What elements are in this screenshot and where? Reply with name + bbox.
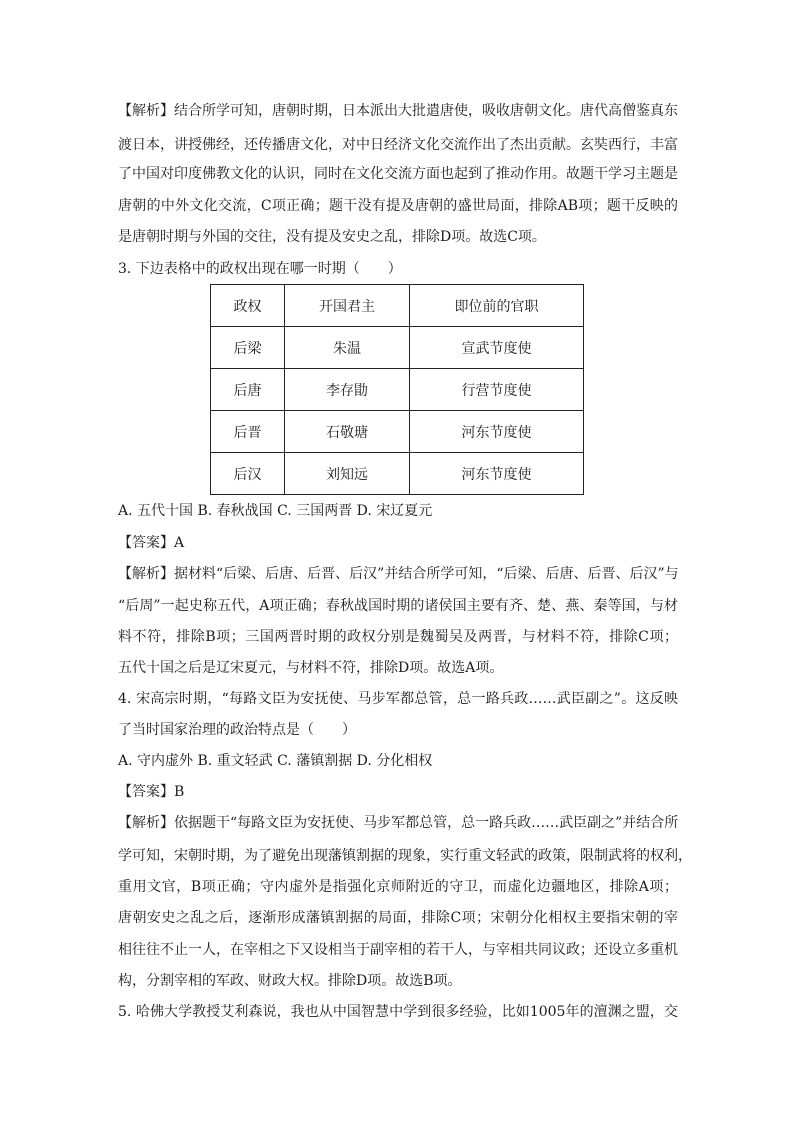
table-header-cell: 即位前的官职 xyxy=(410,285,584,327)
analysis-q3-line-3: 料不符，排除B项；三国两晋时期的政权分别是魏蜀吴及两晋，与材料不符，排除C项； xyxy=(118,629,678,645)
question-3-stem: 3. 下边表格中的政权出现在哪一时期（ ） xyxy=(118,261,402,277)
table-header-cell: 开国君主 xyxy=(285,285,410,327)
analysis-q2-line-5: 是唐朝时期与外国的交往，没有提及安史之乱，排除D项。故选C项。 xyxy=(118,229,546,245)
answer-3: 【答案】A xyxy=(118,535,185,551)
analysis-q4-line-5: 相往往不止一人，在宰相之下又设相当于副宰相的若干人，与宰相共同议政；还设立多重机 xyxy=(118,942,678,958)
analysis-q2-line-2: 渡日本，讲授佛经，还传播唐文化，对中日经济文化交流作出了杰出贡献。玄奘西行，丰富 xyxy=(118,137,678,153)
table-cell: 后晋 xyxy=(211,411,285,453)
question-4-stem-line-1: 4. 宋高宗时期，“每路文臣为安抚使、马步军都总管，总一路兵政……武臣副之”。这反映 xyxy=(118,691,678,707)
answer-4: 【答案】B xyxy=(118,784,185,800)
analysis-q2-line-4: 唐朝的中外文化交流，C项正确；题干没有提及唐朝的盛世局面，排除AB项；题干反映的 xyxy=(118,198,678,214)
table-cell: 刘知远 xyxy=(285,453,410,495)
table-cell: 后汉 xyxy=(211,453,285,495)
table-cell: 朱温 xyxy=(285,327,410,369)
question-4-options: A. 守内虚外 B. 重文轻武 C. 藩镇割据 D. 分化相权 xyxy=(118,753,433,769)
table-header-cell: 政权 xyxy=(211,285,285,327)
analysis-q4-line-2: 学可知，宋朝时期，为了避免出现藩镇割据的现象，实行重文轻武的政策，限制武将的权利， xyxy=(118,848,692,864)
table-cell: 河东节度使 xyxy=(410,411,584,453)
table-cell: 李存勖 xyxy=(285,369,410,411)
question-5-stem-line-1: 5. 哈佛大学教授艾利森说，我也从中国智慧中学到很多经验，比如1005年的澶渊之盟，交 xyxy=(118,1004,678,1020)
table-row xyxy=(211,453,584,495)
table-row xyxy=(211,327,584,369)
question-4-stem-line-2: 了当时国家治理的政治特点是（ ） xyxy=(118,722,356,738)
table-row xyxy=(211,369,584,411)
analysis-q3-line-4: 五代十国之后是辽宋夏元，与材料不符，排除D项。故选A项。 xyxy=(118,660,504,676)
table-cell: 石敬瑭 xyxy=(285,411,410,453)
table-row xyxy=(211,411,584,453)
analysis-q4-line-4: 唐朝安史之乱之后，逐渐形成藩镇割据的局面，排除C项；宋朝分化相权主要指宋朝的宰 xyxy=(118,910,678,926)
table-cell: 行营节度使 xyxy=(410,369,584,411)
analysis-q4-line-3: 重用文官，B项正确；守内虚外是指强化京师附近的守卫，而虚化边疆地区，排除A项； xyxy=(118,879,678,895)
table-cell: 后唐 xyxy=(211,369,285,411)
table-cell: 宣武节度使 xyxy=(410,327,584,369)
question-3-options: A. 五代十国 B. 春秋战国 C. 三国两晋 D. 宋辽夏元 xyxy=(118,503,433,519)
table-header-row xyxy=(211,285,584,327)
regime-table xyxy=(210,284,584,495)
analysis-q4-line-1: 【解析】依据题干“每路文臣为安抚使、马步军都总管，总一路兵政……武臣副之”并结合所 xyxy=(118,815,679,831)
table-cell: 河东节度使 xyxy=(410,453,584,495)
table-cell: 后梁 xyxy=(211,327,285,369)
analysis-q2-line-3: 了中国对印度佛教文化的认识，同时在文化交流方面也起到了推动作用。故题干学习主题是 xyxy=(118,166,678,182)
analysis-q2-line-1: 【解析】结合所学可知，唐朝时期，日本派出大批遣唐使，吸收唐朝文化。唐代高僧鉴真东 xyxy=(118,103,678,119)
analysis-q4-line-6: 构，分割宰相的军政、财政大权。排除D项。故选B项。 xyxy=(118,973,462,989)
analysis-q3-line-1: 【解析】据材料“后梁、后唐、后晋、后汉”并结合所学可知，“后梁、后唐、后晋、后汉”与 xyxy=(118,566,679,582)
analysis-q3-line-2: “后周”一起史称五代，A项正确；春秋战国时期的诸侯国主要有齐、楚、燕、秦等国，与材 xyxy=(118,598,678,614)
